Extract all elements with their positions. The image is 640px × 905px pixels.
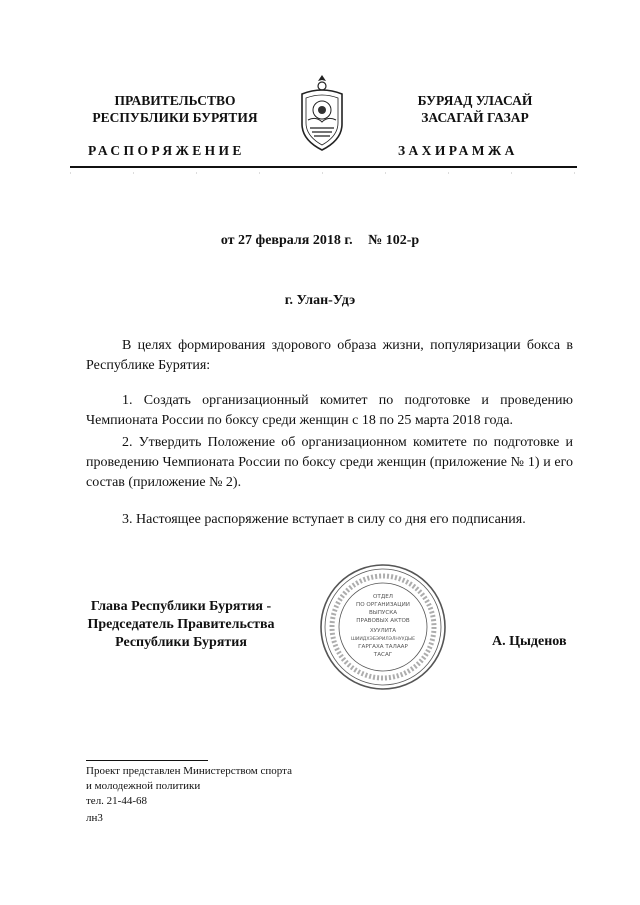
footnote-line2: и молодежной политики	[86, 780, 201, 792]
document-date: от 27 февраля 2018 г.	[220, 233, 353, 248]
doc-type-right: ЗАХИРАМЖА	[398, 143, 518, 158]
footnote-line1: Проект представлен Министерством спорта	[86, 765, 292, 777]
doc-type-left: РАСПОРЯЖЕНИЕ	[88, 143, 245, 158]
seal-line-8: ТАСАГ	[373, 652, 393, 658]
header-right-line1: БУРЯАД УЛАСАЙ	[417, 93, 533, 108]
footnote	[86, 764, 292, 809]
signatory-title-line2: Председатель Правительства	[87, 617, 275, 632]
seal-line-1: ОТДЕЛ	[373, 594, 393, 600]
header-left-line1: ПРАВИТЕЛЬСТВО	[114, 93, 236, 108]
footnote-divider	[86, 760, 208, 761]
official-seal	[318, 562, 448, 692]
buryatia-emblem-icon	[296, 72, 348, 154]
document-number: № 102-р	[368, 233, 420, 248]
footnote-phone: тел. 21-44-68	[86, 795, 148, 807]
seal-line-4: ПРАВОВЫХ АКТОВ	[356, 618, 410, 624]
signatory-title-line3: Республики Бурятия	[115, 635, 247, 650]
header-right	[372, 92, 578, 126]
header-divider	[70, 166, 577, 168]
header-dotted-line	[70, 170, 577, 176]
seal-line-5: ХУУЛИТА	[369, 628, 397, 634]
seal-line-7: ГАРГАХА ТАЛААР	[358, 644, 408, 650]
city: г. Улан-Удэ	[284, 293, 356, 308]
paragraph-item-1: 1. Создать организационный комитет по подготовке и проведению Чемпионата России по боксу среди женщин с 18 по 25 марта 2018 года.	[86, 393, 573, 428]
paragraph-preamble: В целях формирования здорового образа жизни, популяризации бокса в Республике Бурятия:	[86, 338, 573, 373]
paragraph-item-2: 2. Утвердить Положение об организационном комитете по подготовке и проведению Чемпионата России по боксу среди женщин (приложение № 1) и его состав (приложение № 2).	[86, 435, 573, 490]
footnote-code: лн3	[86, 812, 103, 824]
seal-line-6: ШИИДХЭБЭРИЛЭЛНУУДЫЕ	[350, 637, 416, 642]
signatory-name: А. Цыденов	[492, 634, 567, 649]
signatory-title-line1: Глава Республики Бурятия -	[90, 599, 272, 614]
header-left	[70, 92, 280, 126]
header-left-line2: РЕСПУБЛИКИ БУРЯТИЯ	[92, 110, 258, 125]
date-line	[0, 233, 640, 249]
paragraph-item-3: 3. Настоящее распоряжение вступает в силу со дня его подписания.	[122, 512, 526, 527]
signatory-title	[78, 598, 284, 652]
header-right-line2: ЗАСАГАЙ ГАЗАР	[421, 110, 529, 125]
seal-line-3: ВЫПУСКА	[368, 610, 398, 616]
seal-line-2: ПО ОРГАНИЗАЦИИ	[356, 602, 410, 608]
